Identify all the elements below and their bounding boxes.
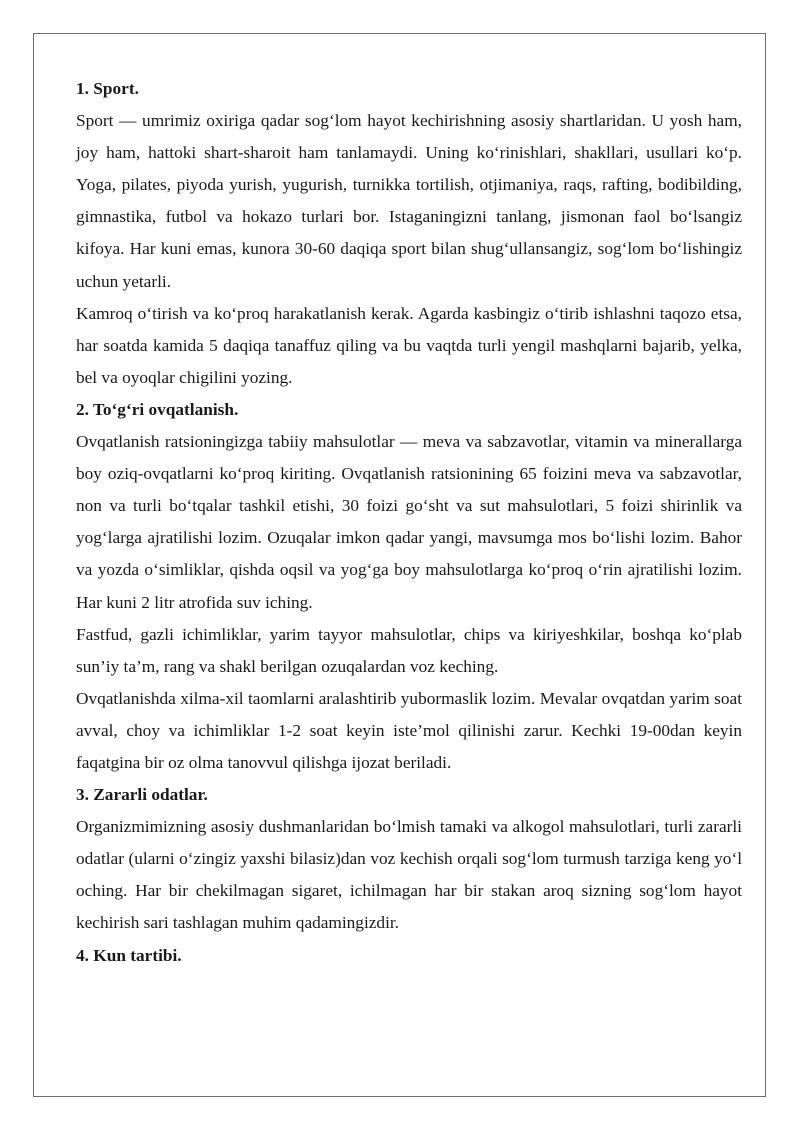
paragraph-nutrition-3: Ovqatlanishda xilma-xil taomlarni aralashtirib yubormaslik lozim. Mevalar ovqatdan yarim soat avval, choy va ichimliklar 1-2 soat keyin iste’mol qilinishi zarur. Kechki 19-00dan keyin faqatgina bir oz olma tanovvul qilishga ijozat beriladi.: [76, 688, 742, 772]
paragraph-sport-2: Kamroq o‘tirish va ko‘proq harakatlanish kerak. Agarda kasbingiz o‘tirib ishlashni taqozo etsa, har soatda kamida 5 daqiqa tanaffuz qiling va bu vaqtda turli yengil mashqlarni bajarib, yelka, bel va oyoqlar chigilini yozing.: [76, 303, 742, 387]
paragraph-nutrition-2: Fastfud, gazli ichimliklar, yarim tayyor mahsulotlar, chips va kiriyeshkilar, boshqa ko‘plab sun’iy ta’m, rang va shakl berilgan ozuqalardan voz keching.: [76, 624, 742, 676]
section-heading-nutrition: 2. To‘g‘ri ovqatlanish.: [76, 399, 239, 419]
paragraph-nutrition-1: Ovqatlanish ratsioningizga tabiiy mahsulotlar — meva va sabzavotlar, vitamin va minerallarga boy oziq-ovqatlarni ko‘proq kiriting. Ovqatlanish ratsionining 65 foizini meva va sabzavotlar, non va turli bo‘tqalar tashkil etishi, 30 foizi go‘sht va sut mahsulotlari, 5 foizi shirinlik va yog‘larga ajratilishi lozim. Ozuqalar imkon qadar yangi, mavsumga mos bo‘lishi lozim. Bahor va yozda o‘simliklar, qishda oqsil va yog‘ga boy mahsulotlarga ko‘proq o‘rin ajratilishi lozim. Har kuni 2 litr atrofida suv iching.: [76, 432, 742, 612]
section-heading-sport: 1. Sport.: [76, 79, 139, 98]
paragraph-sport-1: Sport — umrimiz oxiriga qadar sog‘lom hayot kechirishning asosiy shartlaridan. U yosh ham, joy ham, hattoki shart-sharoit ham tanlamaydi. Uning ko‘rinishlari, shakllari, usullari ko‘p. Yoga, pilates, piyoda yurish, yugurish, turnikka tortilish, otjimaniya, raqs, rafting, bodibilding, gimnastika, futbol va hokazo turlari bor. Istaganingizni tanlang, jismonan faol bo‘lsangiz kifoya. Har kuni emas, kunora 30-60 daqiqa sport bilan shug‘ullansangiz, sog‘lom bo‘lishingiz uchun yetarli.: [76, 111, 742, 291]
paragraph-bad-habits-1: Organizmimizning asosiy dushmanlaridan bo‘lmish tamaki va alkogol mahsulotlari, turli zararli odatlar (ularni o‘zingiz yaxshi bilasiz)dan voz kechish orqali sog‘lom turmush tarziga keng yo‘l oching. Har bir chekilmagan sigaret, ichilmagan har bir stakan aroq sizning sog‘lom hayot kechirish sari tashlagan muhim qadamingizdir.: [76, 817, 742, 933]
section-heading-bad-habits: 3. Zararli odatlar.: [76, 785, 208, 805]
section-heading-daily-routine: 4. Kun tartibi.: [76, 945, 182, 965]
document-body: [76, 73, 742, 972]
